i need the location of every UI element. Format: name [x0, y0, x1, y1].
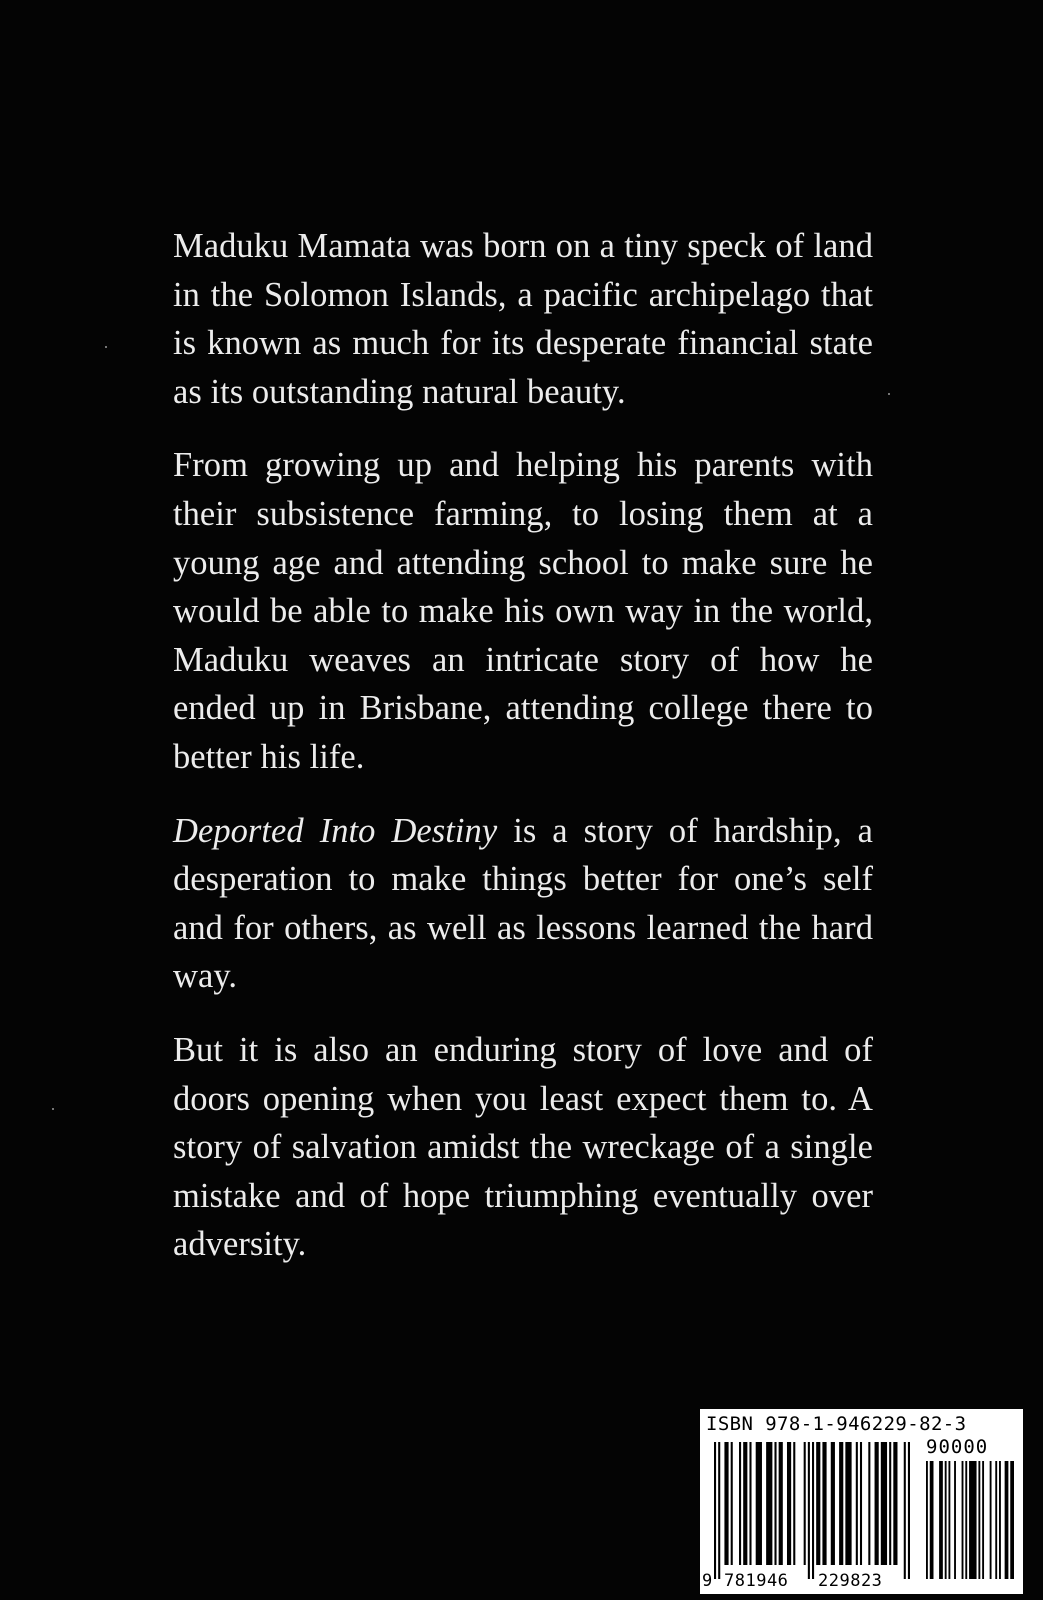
- blurb-paragraph-2: From growing up and helping his parents with their subsistence farming, to losing them at a young age and attending school to make sure he would be able to make his own way in the world, Maduku weaves an intricate story of how he ended up in Brisbane, attending college there to better his life.: [173, 446, 873, 776]
- barcode-bar: [856, 1442, 858, 1565]
- barcode-bar: [822, 1442, 826, 1565]
- price-addon-code: 90000: [926, 1436, 989, 1458]
- barcode-bar: [804, 1442, 806, 1565]
- barcode-bar: [969, 1461, 976, 1579]
- barcode-bar: [724, 1442, 728, 1565]
- barcode-bar: [839, 1442, 843, 1565]
- barcode-bar: [739, 1442, 741, 1565]
- barcode-bar: [930, 1461, 934, 1579]
- barcode-bar: [939, 1461, 943, 1579]
- blurb-paragraph-4: But it is also an enduring story of love and of doors opening when you least expect them to. A story of salvation amidst the wreckage of a single mistake and of hope triumphing eventually over adversity.: [173, 1030, 873, 1264]
- blurb-paragraph-3-text: is a story of hardship, a desperation to make things better for one’s self and for others, as well as lessons learned the hard way.: [173, 811, 873, 996]
- barcode-bar: [743, 1442, 747, 1565]
- barcode-bar: [774, 1442, 776, 1565]
- barcode-bar: [718, 1442, 720, 1579]
- barcode-first-digit: 9: [702, 1571, 713, 1591]
- barcode-bar: [926, 1461, 928, 1579]
- barcode-bar: [812, 1442, 814, 1579]
- barcode-bar: [881, 1442, 887, 1565]
- barcode-bar: [893, 1442, 897, 1565]
- barcode-bar: [908, 1442, 910, 1579]
- barcode-bar: [779, 1442, 783, 1565]
- ean13-bars: [714, 1442, 910, 1579]
- barcode-bar: [731, 1442, 733, 1565]
- barcode-bar: [766, 1442, 772, 1565]
- barcode-bar: [714, 1442, 716, 1579]
- barcode-right-digits: 229823: [818, 1571, 883, 1591]
- blurb-paragraph-3: [173, 807, 873, 1001]
- barcode-bar: [945, 1461, 947, 1579]
- blurb-paragraph-1: Maduku Mamata was born on a tiny speck of land in the Solomon Islands, a pacific archipelago that is known as much for its desperate financial state as its outstanding natural beauty.: [173, 227, 873, 411]
- barcode-bar: [948, 1461, 950, 1579]
- dust-speck: [888, 393, 890, 395]
- barcode-bar: [1005, 1461, 1009, 1579]
- barcode-bar: [793, 1442, 795, 1565]
- dust-speck: [52, 1108, 54, 1110]
- barcode-bar: [860, 1442, 862, 1565]
- barcode-bar: [999, 1461, 1001, 1579]
- barcode-bar: [995, 1461, 997, 1579]
- barcode-bar: [982, 1461, 984, 1579]
- book-title: Deported Into Destiny: [173, 811, 498, 850]
- barcode-bar: [990, 1461, 992, 1579]
- barcode-bar: [816, 1442, 820, 1565]
- barcode-bar: [756, 1442, 762, 1565]
- barcode-bar: [845, 1442, 851, 1565]
- barcode-bar: [965, 1461, 967, 1579]
- barcode-bar: [978, 1461, 980, 1579]
- barcode-bar: [868, 1442, 870, 1565]
- barcode-bar: [831, 1442, 835, 1565]
- barcode-bar: [962, 1461, 964, 1579]
- barcode-bar: [904, 1442, 906, 1579]
- isbn-barcode: [700, 1409, 1023, 1594]
- barcode-bar: [875, 1442, 879, 1565]
- barcode-bar: [954, 1461, 956, 1579]
- addon-bars: [926, 1461, 1014, 1579]
- barcode-bar: [889, 1442, 891, 1565]
- back-cover-blurb: [173, 222, 873, 1294]
- barcode-bar: [808, 1442, 810, 1579]
- barcode-left-digits: 781946: [724, 1571, 789, 1591]
- dust-speck: [105, 346, 107, 348]
- barcode-bar: [1010, 1461, 1014, 1579]
- isbn-label: ISBN 978-1-946229-82-3: [706, 1413, 967, 1435]
- barcode-bar: [787, 1442, 791, 1565]
- barcode-bar: [749, 1442, 751, 1565]
